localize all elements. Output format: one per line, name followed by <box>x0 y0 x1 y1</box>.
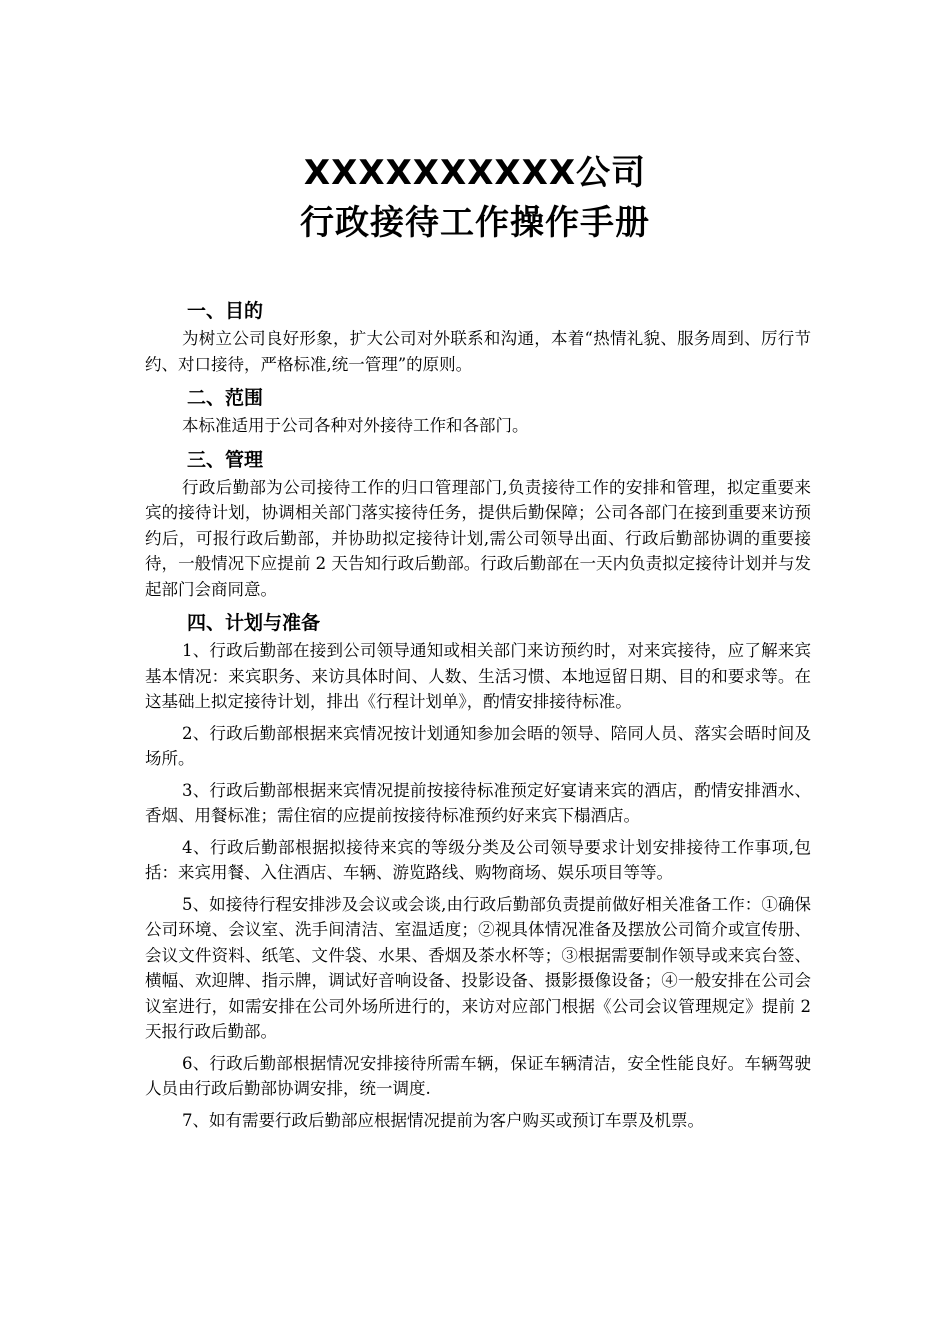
paragraph: 7、如有需要行政后勤部应根据情况提前为客户购买或预订车票及机票。 <box>182 1110 704 1130</box>
section-management <box>145 445 811 603</box>
section-heading: 二、范围 <box>187 387 264 409</box>
section-planning <box>145 608 811 1133</box>
paragraph: 3、行政后勤部根据来宾情况提前按接待标准预定好宴请来宾的酒店，酌情安排酒水、香烟、用餐标准；需住宿的应提前按接待标准预约好来宾下榻酒店。 <box>145 780 811 825</box>
section-scope <box>145 383 811 439</box>
section-heading: 三、管理 <box>187 448 264 471</box>
paragraph: 行政后勤部为公司接待工作的归口管理部门,负责接待工作的安排和管理，拟定重要来宾的接待计划，协调相关部门落实接待任务，提供后勤保障；公司各部门在接到重要来访预约后，可报行政后勤部，并协助拟定接待计划,需公司领导出面、行政后勤部协调的重要接待，一般情况下应提前 2 天告知行政后勤部。行政后勤部在一天内负责拟定接待计划并与发起部门会商同意。 <box>145 477 811 599</box>
paragraph: 1、行政后勤部在接到公司领导通知或相关部门来访预约时，对来宾接待，应了解来宾基本情况：来宾职务、来访具体时间、人数、生活习惯、本地逗留日期、目的和要求等。在这基础上拟定接待计划，排出《行程计划单》，酌情安排接待标准。 <box>145 641 811 711</box>
paragraph: 本标准适用于公司各种对外接待工作和各部门。 <box>182 416 529 435</box>
title-manual: 行政接待工作操作手册 <box>300 203 650 243</box>
document-body <box>145 296 811 1139</box>
paragraph: 4、行政后勤部根据拟接待来宾的等级分类及公司领导要求计划安排接待工作事项,包括：来宾用餐、入住酒店、车辆、游览路线、购物商场、娱乐项目等等。 <box>145 837 811 882</box>
paragraph: 为树立公司良好形象，扩大公司对外联系和沟通，本着“热情礼貌、服务周到、厉行节约、对口接待，严格标准,统一管理”的原则。 <box>145 329 811 374</box>
section-purpose <box>145 296 811 377</box>
paragraph: 5、如接待行程安排涉及会议或会谈,由行政后勤部负责提前做好相关准备工作：①确保公司环境、会议室、洗手间清洁、室温适度；②视具体情况准备及摆放公司简介或宣传册、会议文件资料、纸笔、文件袋、水果、香烟及茶水杯等；③根据需要制作领导或来宾台签、横幅、欢迎牌、指示牌，调试好音响设备、投影设备、摄影摄像设备；④一般安排在公司会议室进行，如需安排在公司外场所进行的，来访对应部门根据《公司会议管理规定》提前 2 天报行政后勤部。 <box>145 894 811 1041</box>
section-heading: 一、目的 <box>187 300 264 322</box>
paragraph: 2、行政后勤部根据来宾情况按计划通知参加会晤的领导、陪同人员、落实会晤时间及场所。 <box>145 723 811 768</box>
section-heading: 四、计划与准备 <box>187 612 321 634</box>
paragraph: 6、行政后勤部根据情况安排接待所需车辆，保证车辆清洁，安全性能良好。车辆驾驶人员由行政后勤部协调安排，统一调度. <box>145 1053 811 1098</box>
title-company: XXXXXXXXXX公司 <box>303 153 647 193</box>
document-title <box>0 148 950 248</box>
